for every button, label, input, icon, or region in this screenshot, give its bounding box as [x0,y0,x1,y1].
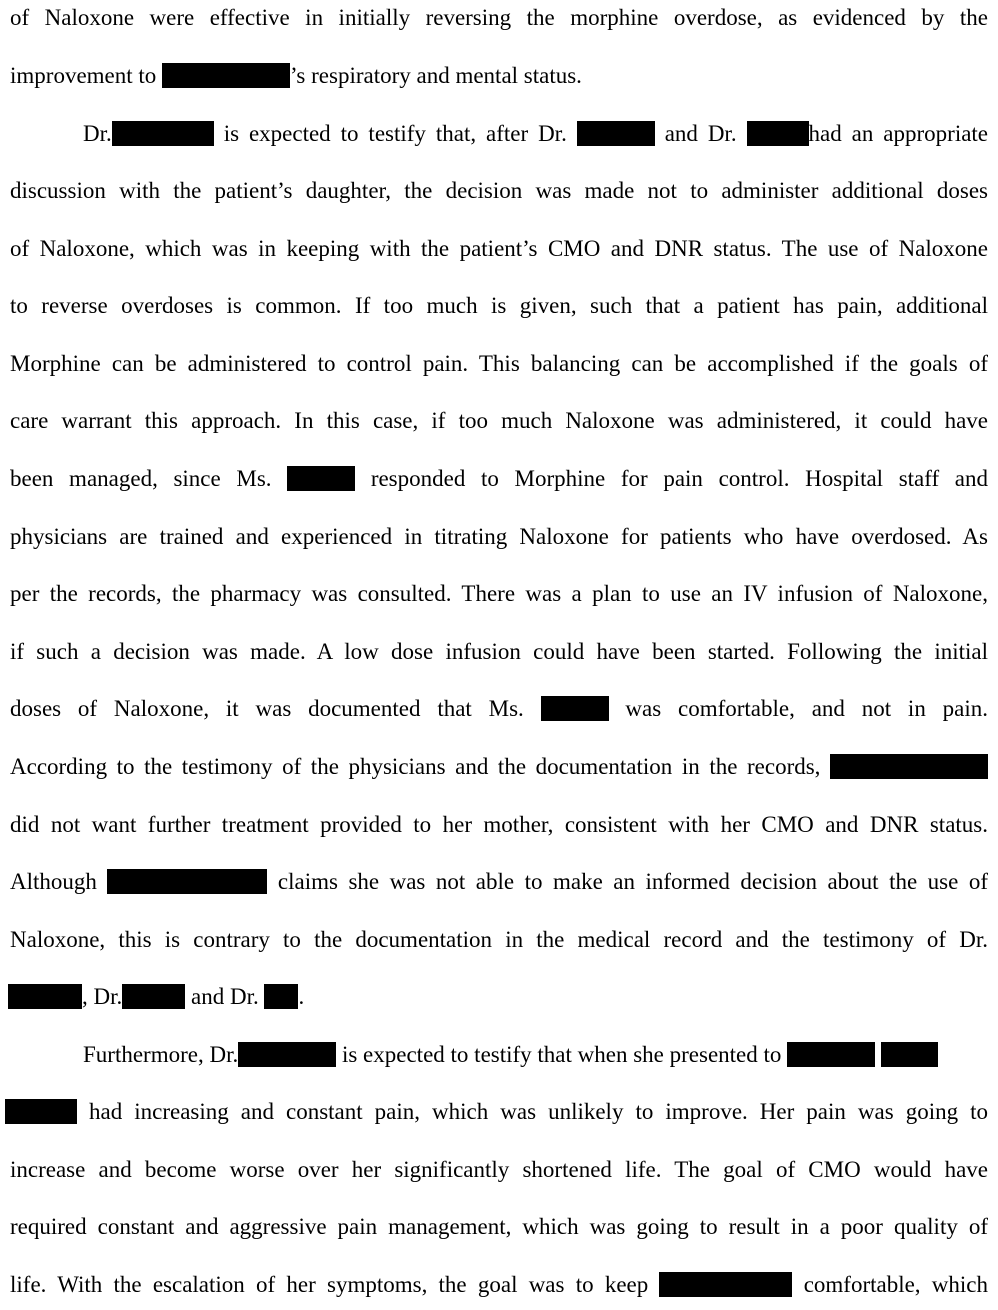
redaction-bar [264,984,298,1009]
text-line: care warrant this approach. In this case, if too much Naloxone was administered, it could have [10,408,988,433]
text-line: increase and become worse over her significantly shortened life. The goal of CMO would have [10,1157,988,1182]
text-line: to reverse overdoses is common. If too much is given, such that a patient has pain, additional [10,293,988,318]
redaction-bar [830,754,988,779]
text-line: discussion with the patient’s daughter, the decision was made not to administer additional doses [10,178,988,203]
redaction-bar [107,869,267,894]
text-line: required constant and aggressive pain management, which was going to result in a poor quality of [10,1214,988,1239]
redaction-bar [238,1042,336,1067]
text-line: Although claims she was not able to make an informed decision about the use of [10,869,988,894]
text-line: Morphine can be administered to control pain. This balancing can be accomplished if the goals of [10,351,988,376]
text-line: , Dr. and Dr. . [8,977,986,1017]
text-line: Naloxone, this is contrary to the documentation in the medical record and the testimony of Dr. [10,927,988,952]
text-line: did not want further treatment provided to her mother, consistent with her CMO and DNR status. [10,812,988,837]
redaction-bar [162,63,290,88]
redaction-bar [787,1042,875,1067]
text-line: Furthermore, Dr. is expected to testify that when she presented to [83,1035,988,1075]
redaction-bar [287,466,355,491]
text-line: doses of Naloxone, it was documented that Ms. was comfortable, and not in pain. [10,696,988,721]
text-line: of Naloxone, which was in keeping with the patient’s CMO and DNR status. The use of Naloxone [10,236,988,261]
redaction-bar [112,121,214,146]
redaction-bar [5,1099,77,1124]
text-line: life. With the escalation of her symptoms, the goal was to keep comfortable, which [10,1272,988,1297]
redaction-bar [747,121,809,146]
redaction-bar [541,696,609,721]
redaction-bar [122,984,185,1009]
redaction-bar [881,1042,938,1067]
redaction-bar [577,121,655,146]
text-line: per the records, the pharmacy was consulted. There was a plan to use an IV infusion of Naloxone, [10,581,988,606]
redaction-bar [659,1272,792,1297]
text-line: if such a decision was made. A low dose infusion could have been started. Following the initial [10,639,988,664]
text-line: According to the testimony of the physicians and the documentation in the records, [10,747,988,787]
text-line: had increasing and constant pain, which was unlikely to improve. Her pain was going to [5,1092,988,1132]
text-line: been managed, since Ms. responded to Morphine for pain control. Hospital staff and [10,466,988,491]
redaction-bar [8,984,82,1009]
text-line: physicians are trained and experienced in titrating Naloxone for patients who have overdosed. As [10,524,988,549]
text-line: Dr. is expected to testify that, after Dr. and Dr. had an appropriate [83,121,988,146]
text-line: of Naloxone were effective in initially reversing the morphine overdose, as evidenced by the [10,5,988,30]
text-line: improvement to ’s respiratory and mental status. [10,63,582,88]
